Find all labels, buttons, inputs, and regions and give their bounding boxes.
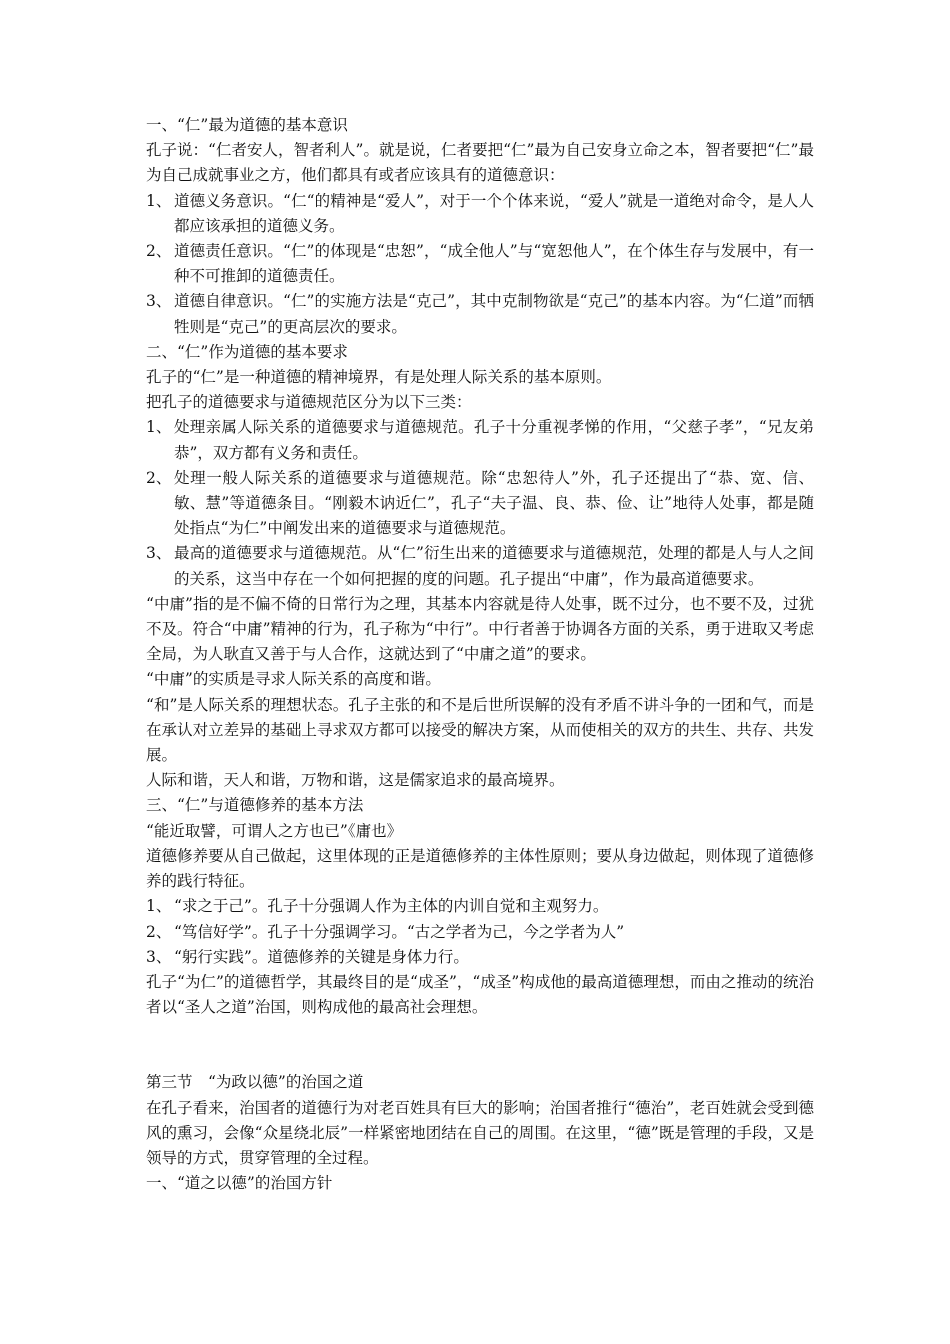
paragraph: 孔子说：“仁者安人，智者利人”。就是说，仁者要把“仁”最为自己安身立命之本，智者要把“仁”最为自己成就事业之方，他们都具有或者应该具有的道德意识： <box>146 141 814 185</box>
list-number: 1、 <box>146 897 172 916</box>
list-item <box>146 239 814 289</box>
list-number: 2、 <box>146 242 172 261</box>
paragraph: 孔子的“仁”是一种道德的精神境界，有是处理人际关系的基本原则。 <box>146 368 612 387</box>
list-item <box>146 920 814 945</box>
list-item-text: “躬行实践”。道德修养的关键是身体力行。 <box>174 947 469 966</box>
list-item <box>146 894 814 919</box>
list-number: 3、 <box>146 947 172 966</box>
heading-subsection: 一、“道之以德”的治国方针 <box>146 1174 333 1193</box>
list-number: 3、 <box>146 292 172 311</box>
list-item <box>146 189 814 239</box>
paragraph: “和”是人际关系的理想状态。孔子主张的和不是后世所误解的没有矛盾不讲斗争的一团和气，而是在承认对立差异的基础上寻求双方都可以接受的解决方案，从而使相关的双方的共生、共存、共发展。 <box>146 695 814 765</box>
heading-section-2: 二、“仁”作为道德的基本要求 <box>146 342 348 361</box>
list-item-text: 处理亲属人际关系的道德要求与道德规范。孔子十分重视孝悌的作用，“父慈子孝”，“兄友弟恭”，双方都有义务和责任。 <box>174 418 814 462</box>
list-number: 2、 <box>146 468 172 487</box>
heading-section-3: 三、“仁”与道德修养的基本方法 <box>146 796 364 815</box>
paragraph: 在孔子看来，治国者的道德行为对老百姓具有巨大的影响；治国者推行“德治”，老百姓就会受到德风的熏习，会像“众星绕北辰”一样紧密地团结在自己的周围。在这里，“德”既是管理的手段，又是领导的方式，贯穿管理的全过程。 <box>146 1098 814 1167</box>
list-item-text: 道德自律意识。“仁”的实施方法是“克己”，其中克制物欲是“克己”的基本内容。为“仁道”而牺牲则是“克己”的更高层次的要求。 <box>174 292 814 336</box>
paragraph: “中庸”的实质是寻求人际关系的高度和谐。 <box>146 670 441 689</box>
section-title: 第三节 “为政以德”的治国之道 <box>146 1073 364 1092</box>
spacer <box>146 1020 814 1070</box>
list-item <box>146 541 814 591</box>
list-item-text: 处理一般人际关系的道德要求与道德规范。除“忠恕待人”外，孔子还提出了“恭、宽、信、敏、慧”等道德条目。“刚毅木讷近仁”，孔子“夫子温、良、恭、俭、让”地待人处事，都是随处指点“为仁”中阐发出来的道德要求与道德规范。 <box>174 468 814 538</box>
heading-section-1: 一、“仁”最为道德的基本意识 <box>146 116 348 134</box>
paragraph: 道德修养要从自己做起，这里体现的正是道德修养的主体性原则；要从身边做起，则体现了道德修养的践行特征。 <box>146 846 814 891</box>
list-item <box>146 415 814 465</box>
list-number: 3、 <box>146 544 172 563</box>
list-number: 1、 <box>146 418 172 437</box>
paragraph: 人际和谐，天人和谐，万物和谐，这是儒家追求的最高境界。 <box>146 771 565 790</box>
document-page <box>146 113 814 1196</box>
paragraph: 把孔子的道德要求与道德规范区分为以下三类： <box>146 393 472 412</box>
list-number: 2、 <box>146 922 172 941</box>
quote: “能近取譬，可谓人之方也已”《庸也》 <box>146 821 403 840</box>
paragraph: 孔子“为仁”的道德哲学，其最终目的是“成圣”，“成圣”构成他的最高道德理想，而由之推动的统治者以“圣人之道”治国，则构成他的最高社会理想。 <box>146 972 814 1017</box>
list-number: 1、 <box>146 191 172 210</box>
list-item <box>146 466 814 542</box>
list-item-text: “笃信好学”。孔子十分强调学习。“古之学者为己，今之学者为人” <box>174 922 625 941</box>
list-item <box>146 289 814 339</box>
list-item-text: 道德义务意识。“仁“的精神是“爱人”，对于一个个体来说，“爱人”就是一道绝对命令，是人人都应该承担的道德义务。 <box>174 191 814 235</box>
list-item <box>146 945 814 970</box>
list-item-text: 最高的道德要求与道德规范。从“仁”衍生出来的道德要求与道德规范，处理的都是人与人之间的关系，这当中存在一个如何把握的度的问题。孔子提出“中庸”，作为最高道德要求。 <box>174 544 814 588</box>
list-item-text: “求之于己”。孔子十分强调人作为主体的内训自觉和主观努力。 <box>174 897 609 916</box>
list-item-text: 道德责任意识。“仁”的体现是“忠恕”，“成全他人”与“宽恕他人”，在个体生存与发展中，有一种不可推卸的道德责任。 <box>174 242 814 286</box>
paragraph: “中庸”指的是不偏不倚的日常行为之理，其基本内容就是待人处事，既不过分，也不要不及，过犹不及。符合“中庸”精神的行为，孔子称为“中行”。中行者善于协调各方面的关系，勇于进取又考虑全局，为人耿直又善于与人合作，这就达到了“中庸之道”的要求。 <box>146 594 814 664</box>
